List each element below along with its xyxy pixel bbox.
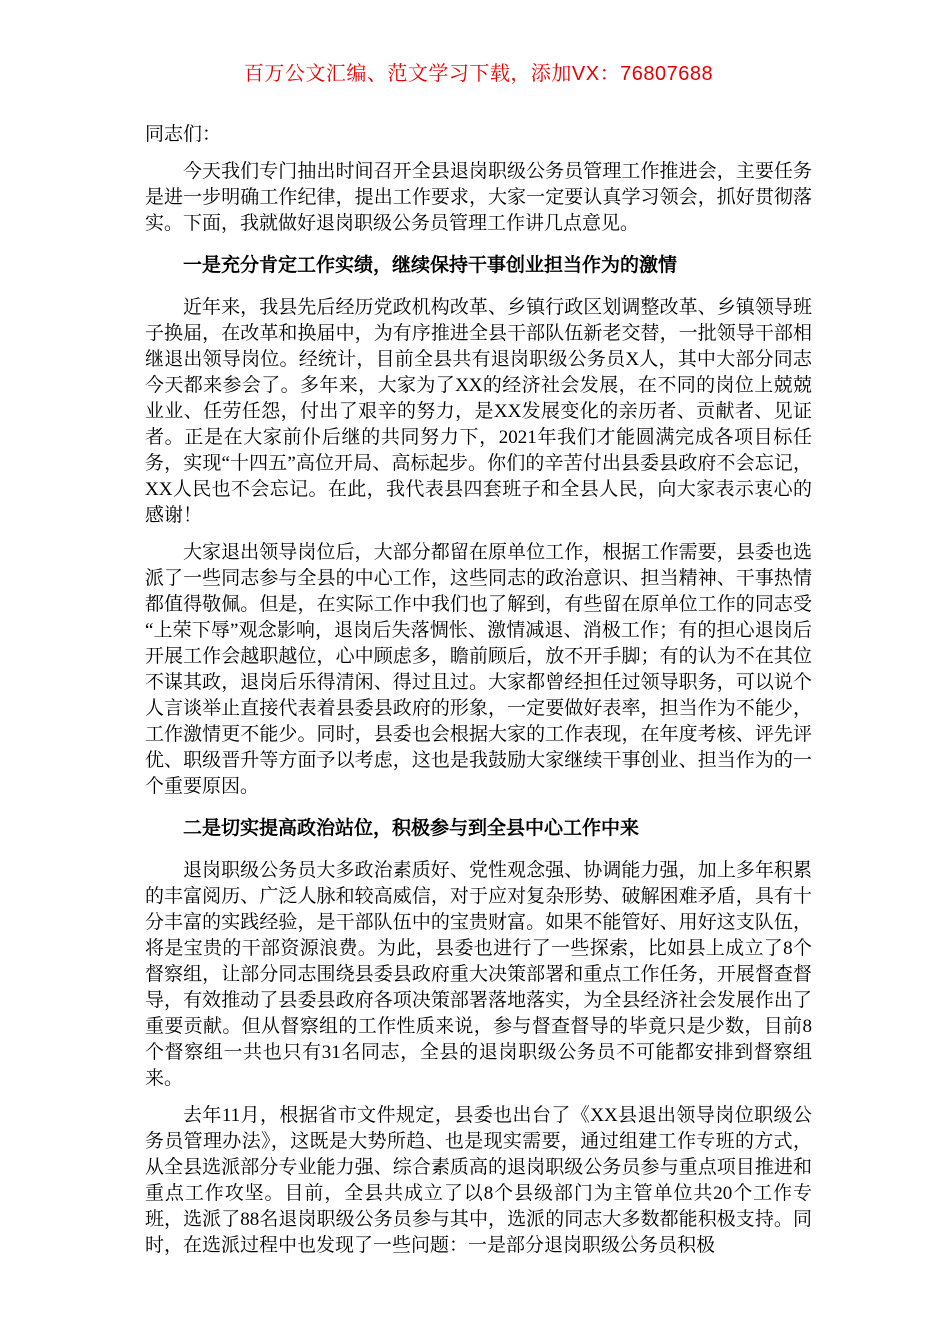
paragraph-section1-a: 近年来，我县先后经历党政机构改革、乡镇行政区划调整改革、乡镇领导班子换届，在改革和换届中，为有序推进全县干部队伍新老交替，一批领导干部相继退出领导岗位。经统计，目前全县共有退岗职级公务员X人，其中大部分同志今天都来参会了。多年来，大家为了XX的经济社会发展，在不同的岗位上兢兢业业、任劳任怨，付出了艰辛的努力，是XX发展变化的亲历者、贡献者、见证者。正是在大家前仆后继的共同努力下，2021年我们才能圆满完成各项目标任务，实现“十四五”高位开局、高标起步。你们的辛苦付出县委县政府不会忘记，XX人民也不会忘记。在此，我代表县四套班子和全县人民，向大家表示衷心的感谢！: [145, 297, 812, 526]
salutation: 同志们：: [145, 124, 222, 145]
section-heading-2: 二是切实提高政治站位，积极参与到全县中心工作中来: [183, 818, 640, 839]
section-heading-1: 一是充分肯定工作实绩，继续保持干事创业担当作为的激情: [183, 255, 678, 276]
paragraph-intro: 今天我们专门抽出时间召开全县退岗职级公务员管理工作推进会，主要任务是进一步明确工作纪律，提出工作要求，大家一定要认真学习领会，抓好贯彻落实。下面，我就做好退岗职级公务员管理工作讲几点意见。: [145, 161, 812, 234]
paragraph-section2-b: 去年11月，根据省市文件规定，县委也出台了《XX县退出领导岗位职级公务员管理办法》，这既是大势所趋、也是现实需要，通过组建工作专班的方式，从全县选派部分专业能力强、综合素质高的退岗职级公务员参与重点项目推进和重点工作攻坚。目前，全县共成立了以8个县级部门为主管单位共20个工作专班，选派了88名退岗职级公务员参与其中，选派的同志大多数都能积极支持。同时，在选派过程中也发现了一些问题：一是部分退岗职级公务员积极: [145, 1105, 812, 1256]
paragraph-section2-a: 退岗职级公务员大多政治素质好、党性观念强、协调能力强，加上多年积累的丰富阅历、广泛人脉和较高威信，对于应对复杂形势、破解困难矛盾，具有十分丰富的实践经验，是干部队伍中的宝贵财富。如果不能管好、用好这支队伍，将是宝贵的干部资源浪费。为此，县委也进行了一些探索，比如县上成立了8个督察组，让部分同志围绕县委县政府重大决策部署和重点工作任务，开展督查督导，有效推动了县委县政府各项决策部署落地落实，为全县经济社会发展作出了重要贡献。但从督察组的工作性质来说，参与督查督导的毕竟只是少数，目前8个督察组一共也只有31名同志，全县的退岗职级公务员不可能都安排到督察组来。: [145, 860, 812, 1089]
document-body: [145, 122, 812, 1259]
paragraph-section1-b: 大家退出领导岗位后，大部分都留在原单位工作，根据工作需要，县委也选派了一些同志参与全县的中心工作，这些同志的政治意识、担当精神、干事热情都值得敬佩。但是，在实际工作中我们也了解到，有些留在原单位工作的同志受“上荣下辱”观念影响，退岗后失落惆怅、激情减退、消极工作；有的担心退岗后开展工作会越职越位，心中顾虑多，瞻前顾后，放不开手脚；有的认为不在其位不谋其政，退岗后乐得清闲、得过且过。大家都曾经担任过领导职务，可以说个人言谈举止直接代表着县委县政府的形象，一定要做好表率，担当作为不能少，工作激情更不能少。同时，县委也会根据大家的工作表现，在年度考核、评先评优、职级晋升等方面予以考虑，这也是我鼓励大家继续干事创业、担当作为的一个重要原因。: [145, 542, 812, 797]
promo-banner: 百万公文汇编、范文学习下载，添加VX：76807688: [243, 63, 714, 85]
